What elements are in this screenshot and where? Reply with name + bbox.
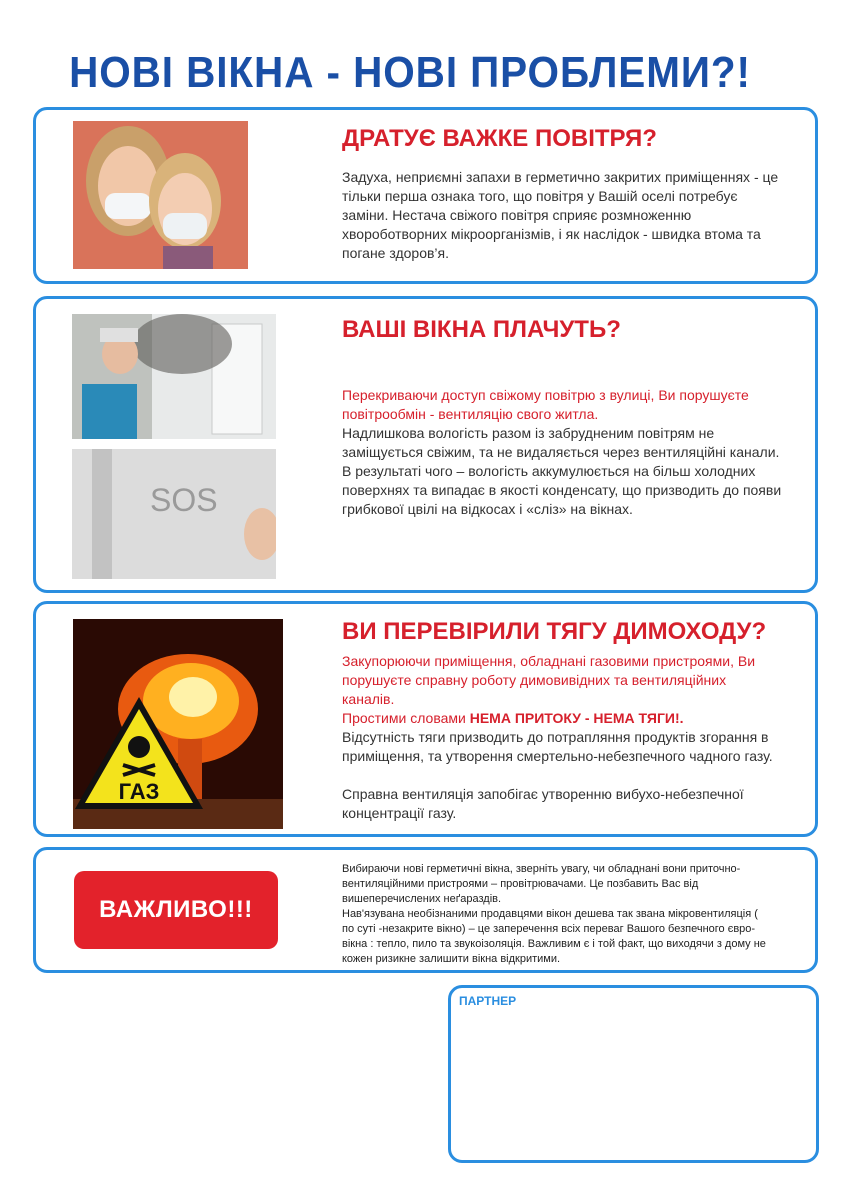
important-text-highlight: Вибираючи нові герметичні вікна, зверніть увагу, чи обладнані вони приточно-вентиляційними пристроями – провітрювачами. Це позбавить Вас від вишеперечислених неґараздів.	[342, 863, 741, 905]
slogan-prefix: Простими словами	[342, 710, 470, 726]
section-text-2: Справна вентиляція запобігає утворенню вибухо-небезпечної концентрації газу.	[342, 786, 744, 821]
section-text: Надлишкова вологість разом із забрудненим повітрям не заміщується свіжим, та не видаляється через вентиляційні канали. В результаті чого – вологість аккумулюється на більш холодних поверхнях та випадає в якості конденсату, що призводить до появи грибкової цвілі на відкосах і «сліз» на вікнах.	[342, 425, 782, 517]
important-button[interactable]: ВАЖЛИВО!!!	[74, 871, 278, 949]
section-text-highlight: Перекриваючи доступ свіжому повітрю з вулиці, Ви порушуєте повітрообмін - вентиляцію свого житла.	[342, 387, 749, 422]
explosion-photo	[73, 619, 283, 829]
section-text-highlight: Закупорюючи приміщення, обладнані газовими пристроями, Ви порушуєте справну роботу димовивідних та вентиляційних каналів.	[342, 653, 756, 707]
section-text: Задуха, неприємні запахи в герметично закритих приміщеннях - це тільки перша ознака того, що повітря у Вашій оселі потребує заміни. Нестача свіжого повітря сприяє розмноженню хвороботворних мікроорганізмів, і як наслідок - швидка втома та погане здоров’я.	[342, 169, 779, 261]
section-stale-air	[33, 107, 818, 284]
window-sos-text: SOS	[150, 482, 218, 518]
mold-wall-photo	[72, 314, 276, 439]
partner-box	[448, 985, 819, 1163]
condensation-window-photo	[72, 449, 276, 579]
section-crying-windows	[33, 296, 818, 593]
page-title: НОВІ ВІКНА - НОВІ ПРОБЛЕМИ?!	[69, 48, 751, 97]
section-text: Відсутність тяги призводить до потрапляння продуктів згорання в приміщення, та утворення смертельно-небезпечного чадного газу.	[342, 729, 773, 764]
masked-people-photo	[73, 121, 248, 269]
section-slogan	[342, 709, 782, 728]
section-important	[33, 847, 818, 973]
slogan-bold: НЕМА ПРИТОКУ - НЕМА ТЯГИ!.	[469, 710, 684, 726]
section-heading: ДРАТУЄ ВАЖКЕ ПОВІТРЯ?	[342, 125, 657, 152]
gas-sign-label: ГАЗ	[118, 779, 160, 804]
section-heading: ВАШІ ВІКНА ПЛАЧУТЬ?	[342, 316, 621, 343]
partner-label: ПАРТНЕР	[459, 994, 517, 1008]
important-text: Нав'язувана необізнаними продавцями вікон дешева так звана мікровентиляція ( по суті -незакрите вікно) – це заперечення всіх переваг Вашого безпечного євро-вікна : тепло, пило та звукоізоляція. Важливим є і той факт, що виходячи з дому не кожен ризикне залишити вікна відкритими.	[342, 908, 766, 965]
section-heading: ВИ ПЕРЕВІРИЛИ ТЯГУ ДИМОХОДУ?	[342, 618, 767, 645]
section-chimney-draft	[33, 601, 818, 837]
